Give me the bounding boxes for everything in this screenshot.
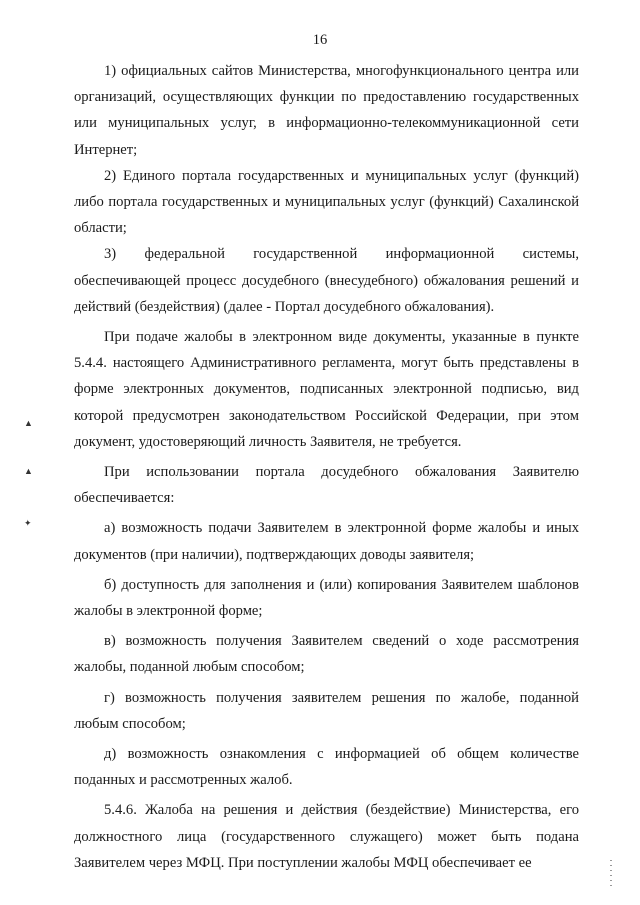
paragraph-item-3: 3) федеральной государственной информационной системы, обеспечивающей процесс досудебного (внесудебного) обжалования решений и действий (бездействия) (далее - Портал досудебного обжалования). [74,246,579,315]
document-body [74,58,579,876]
paragraph-item-a: а) возможность подачи Заявителем в электронной форме жалобы и иных документов (при наличии), подтверждающих доводы заявителя; [74,520,579,563]
paragraph-item-g: г) возможность получения заявителем решения по жалобе, поданной любым способом; [74,689,579,732]
scan-mark-3: ✦ [24,518,32,528]
paragraph-item-1: 1) официальных сайтов Министерства, многофункционального центра или организаций, осуществляющих функции по предоставлению государственных или муниципальных услуг, в информационно-телекоммуникационной сети Интернет; [74,63,579,158]
scan-mark-2: ▲ [24,466,33,476]
paragraph-portal-provides: При использовании портала досудебного обжалования Заявителю обеспечивается: [74,464,579,507]
scan-edge-dots [610,860,612,890]
scan-mark-1: ▲ [24,418,33,428]
paragraph-item-v: в) возможность получения Заявителем сведений о ходе рассмотрения жалобы, поданной любым способом; [74,633,579,676]
page-number: 16 [312,32,328,48]
paragraph-item-2: 2) Единого портала государственных и муниципальных услуг (функций) либо портала государственных и муниципальных услуг (функций) Сахалинской области; [74,167,579,237]
paragraph-item-d: д) возможность ознакомления с информацией об общем количестве поданных и рассмотренных жалоб. [74,746,579,789]
paragraph-item-b: б) доступность для заполнения и (или) копирования Заявителем шаблонов жалобы в электронной форме; [74,576,579,620]
paragraph-electronic-submission: При подаче жалобы в электронном виде документы, указанные в пункте 5.4.4. настоящего Административного регламента, могут быть представлены в форме электронных документов, подписанных электронной подписью, вид которой предусмотрен законодательством Российской Федерации, при этом документ, удостоверяющий личность Заявителя, не требуется. [74,329,579,450]
paragraph-5-4-6: 5.4.6. Жалоба на решения и действия (бездействие) Министерства, его должностного лица (государственного служащего) может быть подана Заявителем через МФЦ. При поступлении жалобы МФЦ обеспечивает ее [74,802,579,871]
